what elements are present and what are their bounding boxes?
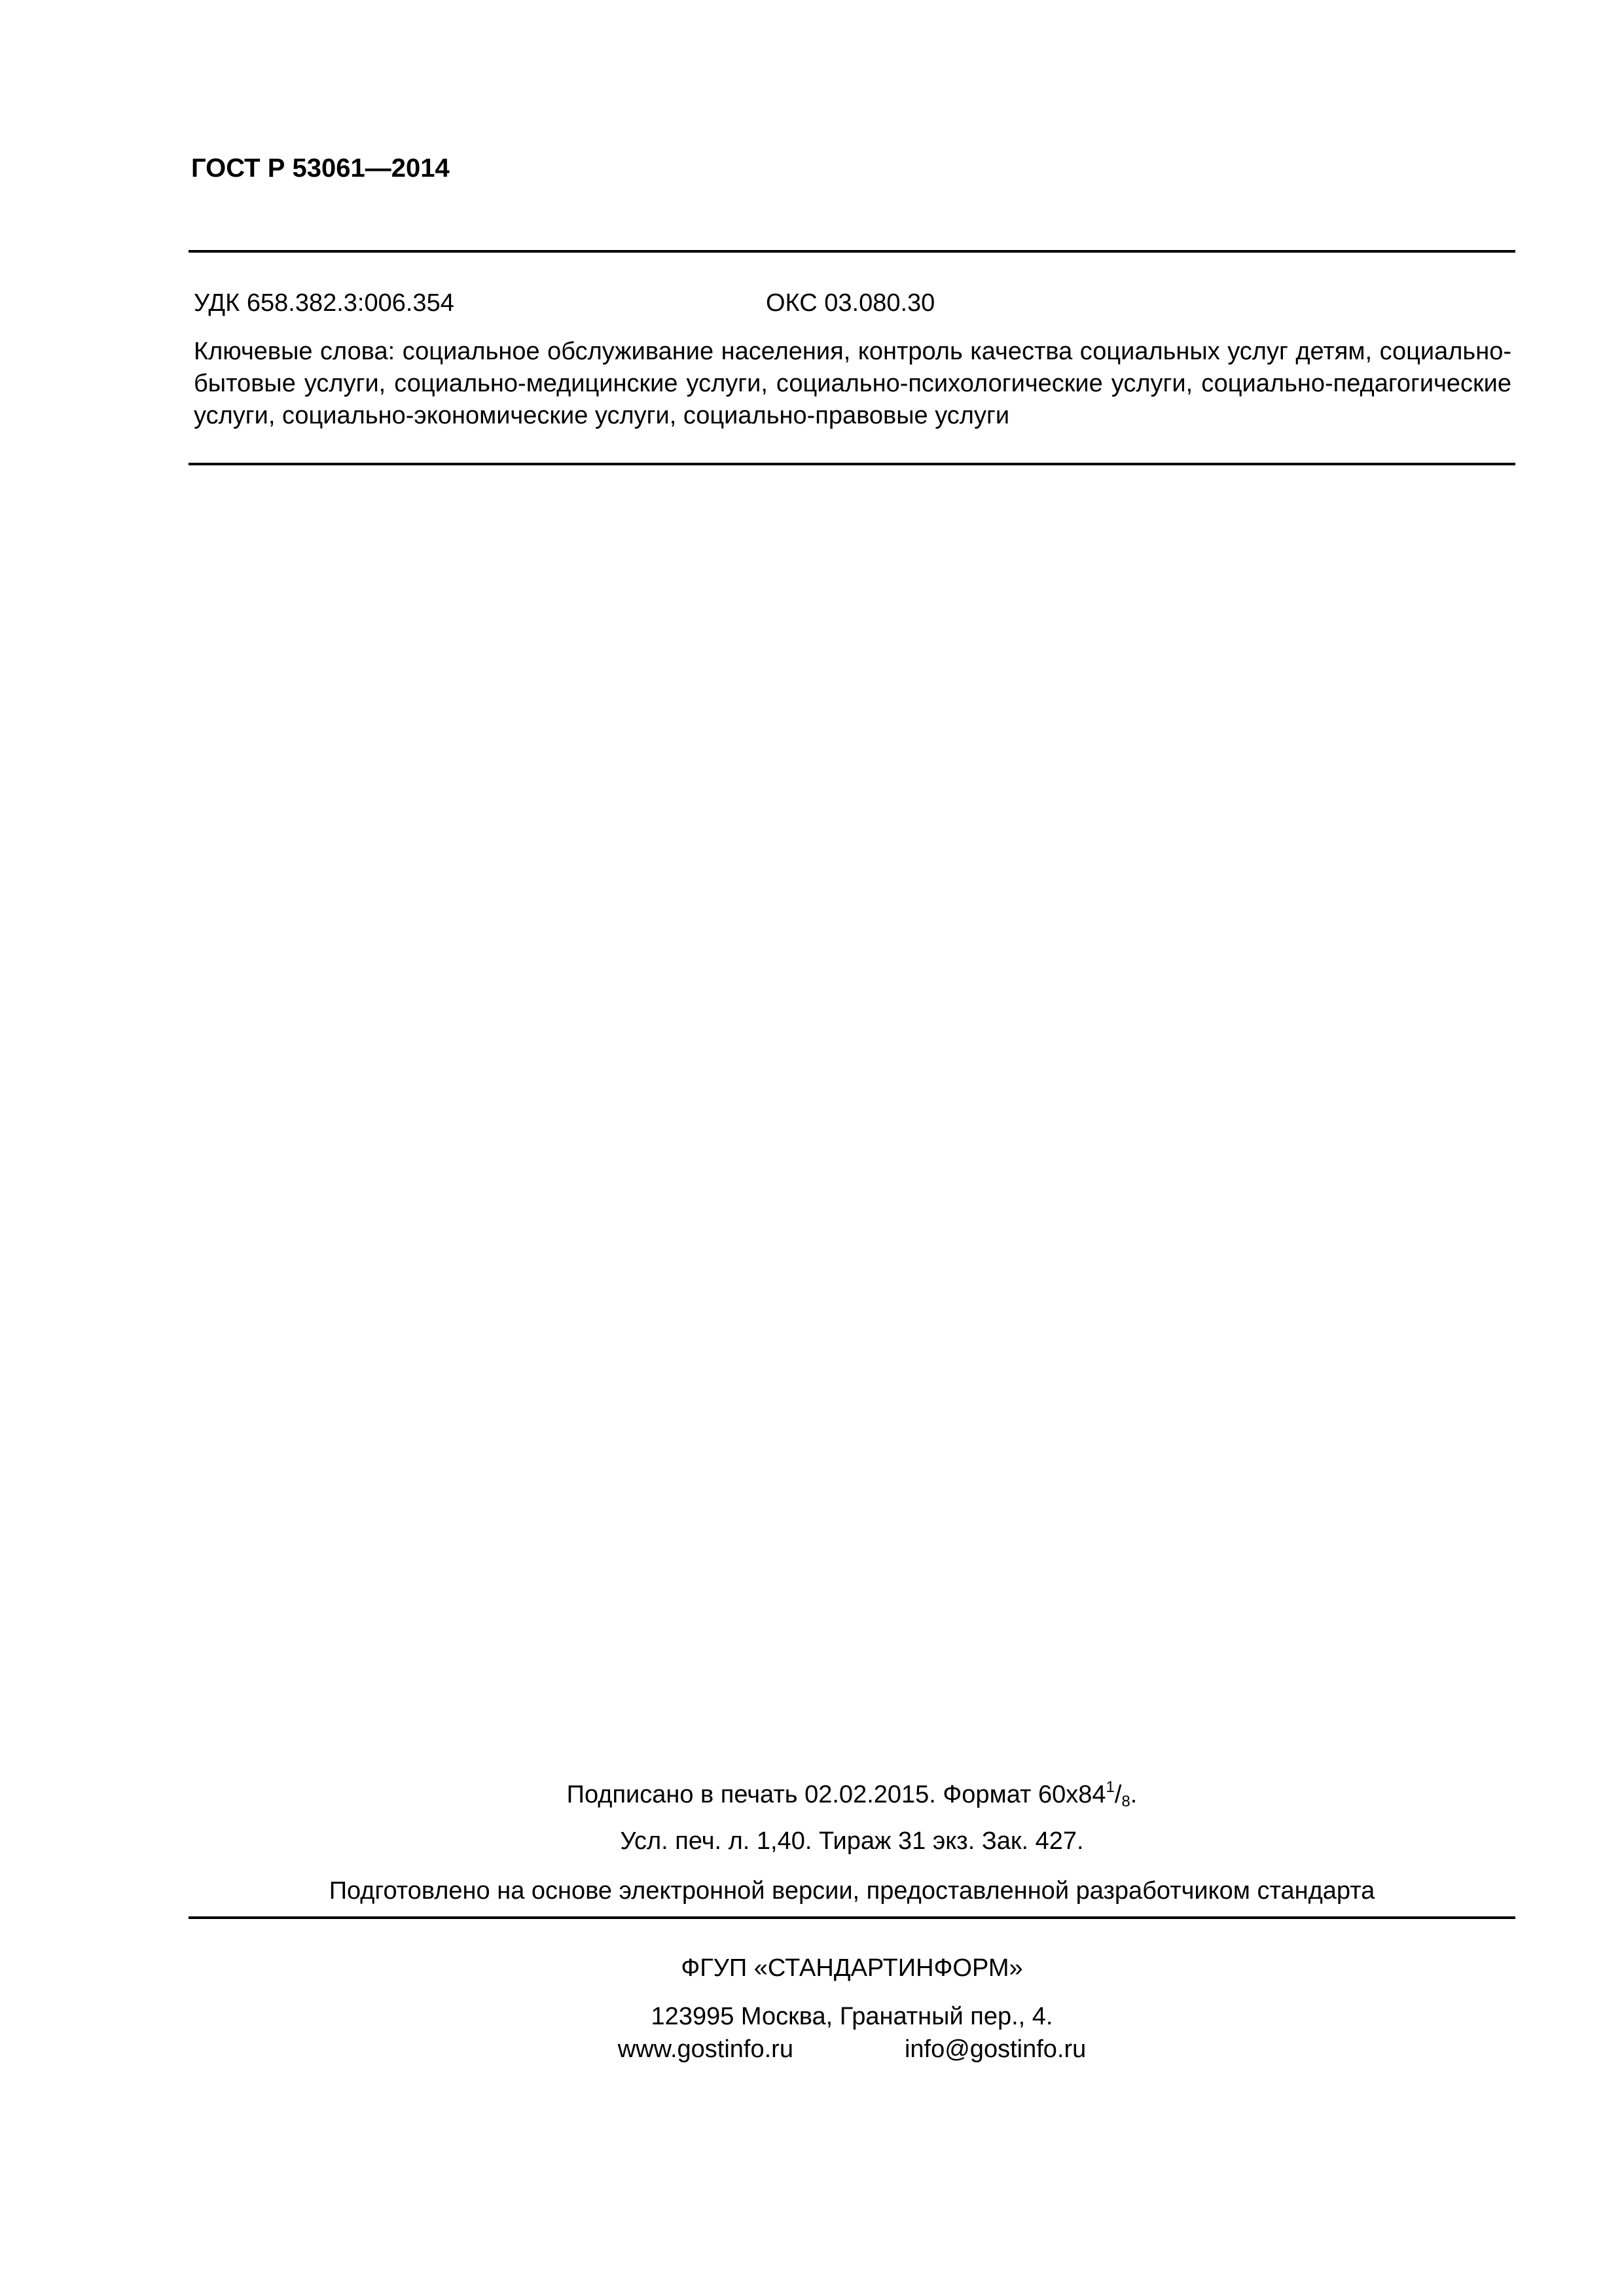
signed-for-print-line — [189, 1778, 1515, 1811]
signed-suffix: . — [1130, 1781, 1138, 1808]
publisher-contacts — [189, 2033, 1515, 2066]
website-link[interactable]: www.gostinfo.ru — [617, 2036, 793, 2063]
imprint-divider — [189, 1916, 1515, 1919]
document-code: ГОСТ Р 53061—2014 — [191, 154, 450, 183]
udk-code: УДК 658.382.3:006.354 — [194, 289, 454, 317]
publisher-name: ФГУП «СТАНДАРТИНФОРМ» — [681, 1954, 1023, 1982]
format-numerator: 1 — [1106, 1778, 1115, 1796]
keywords-divider — [189, 463, 1515, 465]
publisher-address: 123995 Москва, Гранатный пер., 4. — [651, 2003, 1053, 2030]
prepared-note: Подготовлено на основе электронной версии, предоставленной разработчиком стандарта — [329, 1877, 1375, 1905]
print-sheets-line: Усл. печ. л. 1,40. Тираж 31 экз. Зак. 427. — [620, 1827, 1084, 1855]
keywords-paragraph: Ключевые слова: социальное обслуживание населения, контроль качества социальных услуг детям, социально-бытовые услуги, социально-медицинские услуги, социально-психологические услуги, социально-педагогические услуги, социально-экономические услуги, социально-правовые услуги — [194, 338, 1511, 429]
email-link[interactable]: info@gostinfo.ru — [904, 2036, 1087, 2063]
oks-code: ОКС 03.080.30 — [766, 289, 935, 317]
format-slash: / — [1114, 1781, 1122, 1808]
top-divider — [189, 250, 1515, 253]
format-denominator: 8 — [1121, 1793, 1130, 1810]
signed-for-print-text: Подписано в печать 02.02.2015. Формат 60x84 — [566, 1781, 1106, 1808]
